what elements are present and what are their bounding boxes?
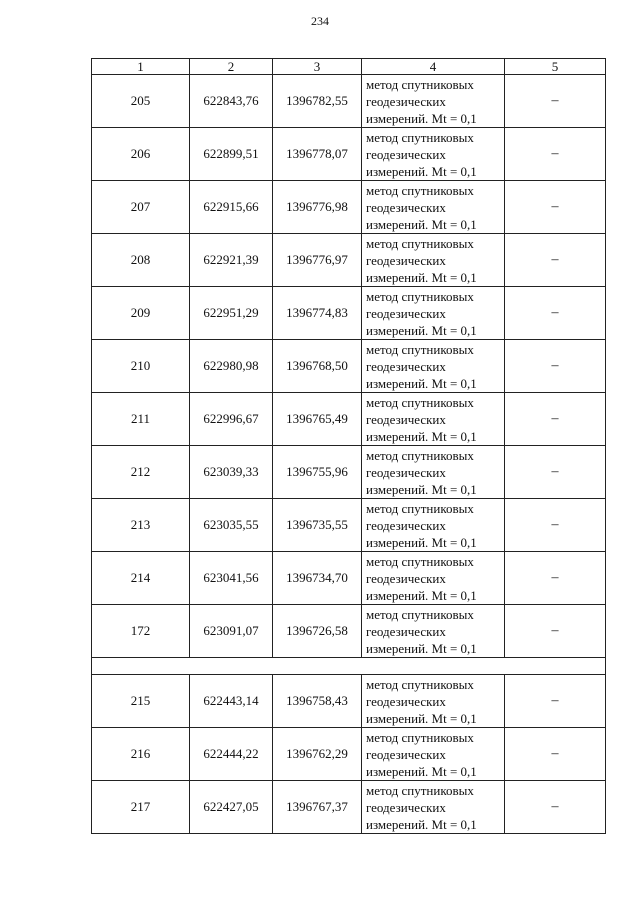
method-line-2: геодезических <box>366 305 446 321</box>
header-col-2: 2 <box>190 59 273 75</box>
x-coordinate-cell: 622921,39 <box>190 234 273 287</box>
method-cell <box>362 287 505 340</box>
method-line-1: метод спутниковых <box>366 500 474 516</box>
method-line-1: метод спутниковых <box>366 182 474 198</box>
method-line-1: метод спутниковых <box>366 782 474 798</box>
method-line-1: метод спутниковых <box>366 606 474 622</box>
y-coordinate-cell: 1396734,70 <box>273 552 362 605</box>
method-line-3: измерений. Mt = 0,1 <box>366 534 477 550</box>
x-coordinate-cell: 622996,67 <box>190 393 273 446</box>
method-line-3: измерений. Mt = 0,1 <box>366 375 477 391</box>
method-cell <box>362 552 505 605</box>
method-cell <box>362 675 505 728</box>
method-line-3: измерений. Mt = 0,1 <box>366 216 477 232</box>
x-coordinate-cell: 622443,14 <box>190 675 273 728</box>
table-row <box>92 393 606 446</box>
col5-cell: – <box>505 181 606 234</box>
method-line-1: метод спутниковых <box>366 288 474 304</box>
col5-cell: – <box>505 781 606 834</box>
point-id-cell: 207 <box>92 181 190 234</box>
method-cell <box>362 234 505 287</box>
point-id-cell: 211 <box>92 393 190 446</box>
col5-cell: – <box>505 234 606 287</box>
table-row <box>92 499 606 552</box>
table-row <box>92 181 606 234</box>
col5-cell: – <box>505 499 606 552</box>
x-coordinate-cell: 623091,07 <box>190 605 273 658</box>
method-line-3: измерений. Mt = 0,1 <box>366 587 477 603</box>
method-cell <box>362 781 505 834</box>
separator-cell <box>92 658 606 675</box>
point-id-cell: 212 <box>92 446 190 499</box>
header-row <box>92 59 606 75</box>
header-col-5: 5 <box>505 59 606 75</box>
table-row <box>92 552 606 605</box>
method-line-2: геодезических <box>366 146 446 162</box>
col5-cell: – <box>505 446 606 499</box>
x-coordinate-cell: 623041,56 <box>190 552 273 605</box>
method-line-1: метод спутниковых <box>366 129 474 145</box>
method-cell <box>362 605 505 658</box>
method-cell <box>362 128 505 181</box>
col5-cell: – <box>505 75 606 128</box>
col5-cell: – <box>505 675 606 728</box>
method-line-2: геодезических <box>366 93 446 109</box>
method-line-2: геодезических <box>366 199 446 215</box>
y-coordinate-cell: 1396755,96 <box>273 446 362 499</box>
y-coordinate-cell: 1396774,83 <box>273 287 362 340</box>
method-line-2: геодезических <box>366 411 446 427</box>
y-coordinate-cell: 1396726,58 <box>273 605 362 658</box>
method-line-1: метод спутниковых <box>366 341 474 357</box>
x-coordinate-cell: 622915,66 <box>190 181 273 234</box>
method-line-3: измерений. Mt = 0,1 <box>366 110 477 126</box>
col5-cell: – <box>505 552 606 605</box>
method-line-2: геодезических <box>366 464 446 480</box>
x-coordinate-cell: 622427,05 <box>190 781 273 834</box>
method-line-2: геодезических <box>366 517 446 533</box>
table-row <box>92 287 606 340</box>
table-row <box>92 75 606 128</box>
method-cell <box>362 446 505 499</box>
y-coordinate-cell: 1396776,98 <box>273 181 362 234</box>
point-id-cell: 205 <box>92 75 190 128</box>
table-row <box>92 340 606 393</box>
method-line-1: метод спутниковых <box>366 729 474 745</box>
method-line-1: метод спутниковых <box>366 676 474 692</box>
point-id-cell: 214 <box>92 552 190 605</box>
point-id-cell: 206 <box>92 128 190 181</box>
method-cell <box>362 393 505 446</box>
y-coordinate-cell: 1396768,50 <box>273 340 362 393</box>
method-line-3: измерений. Mt = 0,1 <box>366 269 477 285</box>
col5-cell: – <box>505 340 606 393</box>
method-cell <box>362 181 505 234</box>
method-line-1: метод спутниковых <box>366 76 474 92</box>
method-line-1: метод спутниковых <box>366 235 474 251</box>
method-line-2: геодезических <box>366 799 446 815</box>
col5-cell: – <box>505 605 606 658</box>
x-coordinate-cell: 622444,22 <box>190 728 273 781</box>
point-id-cell: 213 <box>92 499 190 552</box>
method-line-1: метод спутниковых <box>366 394 474 410</box>
y-coordinate-cell: 1396776,97 <box>273 234 362 287</box>
method-line-2: геодезических <box>366 252 446 268</box>
method-line-1: метод спутниковых <box>366 447 474 463</box>
y-coordinate-cell: 1396735,55 <box>273 499 362 552</box>
table-row <box>92 234 606 287</box>
col5-cell: – <box>505 728 606 781</box>
method-line-3: измерений. Mt = 0,1 <box>366 763 477 779</box>
col5-cell: – <box>505 393 606 446</box>
method-line-2: геодезических <box>366 623 446 639</box>
point-id-cell: 215 <box>92 675 190 728</box>
point-id-cell: 208 <box>92 234 190 287</box>
method-line-2: геодезических <box>366 693 446 709</box>
method-line-2: геодезических <box>366 570 446 586</box>
method-cell <box>362 728 505 781</box>
method-cell <box>362 75 505 128</box>
table-row <box>92 675 606 728</box>
y-coordinate-cell: 1396778,07 <box>273 128 362 181</box>
y-coordinate-cell: 1396762,29 <box>273 728 362 781</box>
col5-cell: – <box>505 287 606 340</box>
y-coordinate-cell: 1396758,43 <box>273 675 362 728</box>
page-number: 234 <box>311 14 329 28</box>
x-coordinate-cell: 623039,33 <box>190 446 273 499</box>
method-line-3: измерений. Mt = 0,1 <box>366 481 477 497</box>
method-cell <box>362 499 505 552</box>
method-cell <box>362 340 505 393</box>
x-coordinate-cell: 622899,51 <box>190 128 273 181</box>
x-coordinate-cell: 623035,55 <box>190 499 273 552</box>
header-col-3: 3 <box>273 59 362 75</box>
point-id-cell: 217 <box>92 781 190 834</box>
method-line-3: измерений. Mt = 0,1 <box>366 428 477 444</box>
col5-cell: – <box>505 128 606 181</box>
point-id-cell: 172 <box>92 605 190 658</box>
method-line-3: измерений. Mt = 0,1 <box>366 163 477 179</box>
method-line-3: измерений. Mt = 0,1 <box>366 710 477 726</box>
table-row <box>92 446 606 499</box>
point-id-cell: 209 <box>92 287 190 340</box>
y-coordinate-cell: 1396767,37 <box>273 781 362 834</box>
x-coordinate-cell: 622951,29 <box>190 287 273 340</box>
method-line-2: геодезических <box>366 358 446 374</box>
y-coordinate-cell: 1396782,55 <box>273 75 362 128</box>
separator-row <box>92 658 606 675</box>
table-row <box>92 128 606 181</box>
table-row <box>92 781 606 834</box>
table-row <box>92 605 606 658</box>
method-line-3: измерений. Mt = 0,1 <box>366 322 477 338</box>
coordinates-table <box>91 58 606 834</box>
header-col-1: 1 <box>92 59 190 75</box>
method-line-2: геодезических <box>366 746 446 762</box>
x-coordinate-cell: 622843,76 <box>190 75 273 128</box>
point-id-cell: 216 <box>92 728 190 781</box>
method-line-1: метод спутниковых <box>366 553 474 569</box>
x-coordinate-cell: 622980,98 <box>190 340 273 393</box>
y-coordinate-cell: 1396765,49 <box>273 393 362 446</box>
table-row <box>92 728 606 781</box>
header-col-4: 4 <box>362 59 505 75</box>
method-line-3: измерений. Mt = 0,1 <box>366 640 477 656</box>
method-line-3: измерений. Mt = 0,1 <box>366 816 477 832</box>
point-id-cell: 210 <box>92 340 190 393</box>
